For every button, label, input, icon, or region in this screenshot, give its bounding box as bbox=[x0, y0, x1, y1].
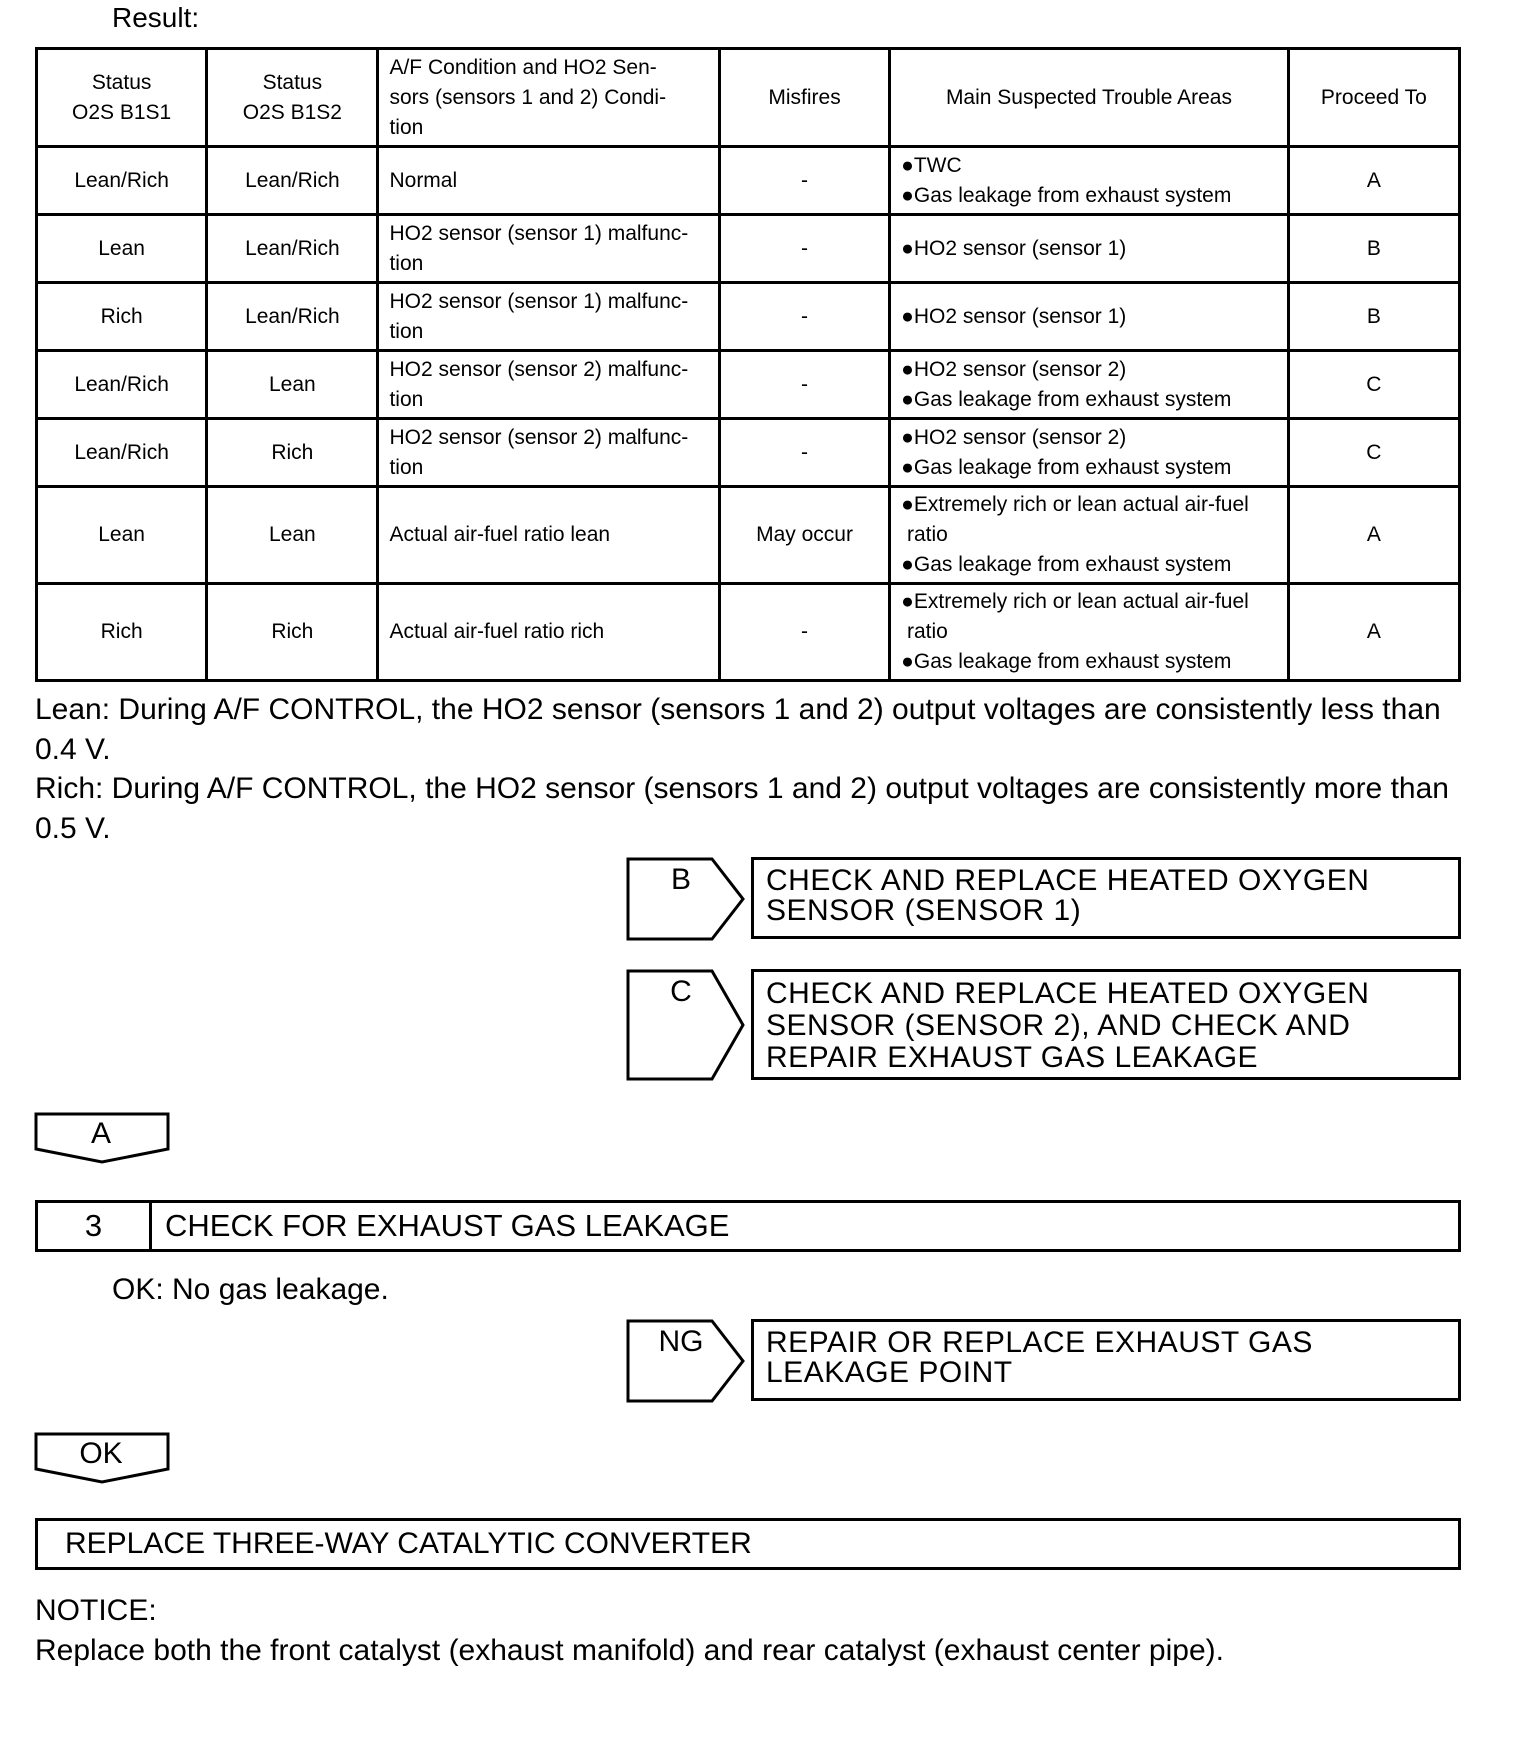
header-status-b1s1: Status O2S B1S1 bbox=[37, 49, 207, 147]
cell-proceed: A bbox=[1288, 147, 1459, 215]
results-table bbox=[35, 47, 1461, 682]
ok-condition: OK: No gas leakage. bbox=[112, 1273, 389, 1306]
cell-b1s2: Lean bbox=[207, 351, 378, 419]
cell-b1s1: Lean/Rich bbox=[37, 419, 207, 487]
tab-a bbox=[34, 1112, 172, 1166]
cell-condition: HO2 sensor (sensor 2) malfunc- tion bbox=[378, 419, 719, 487]
cell-misfires: - bbox=[719, 351, 889, 419]
cell-b1s1: Lean bbox=[37, 487, 207, 584]
final-action-box: REPLACE THREE-WAY CATALYTIC CONVERTER bbox=[35, 1518, 1461, 1570]
notice-text: Replace both the front catalyst (exhaust manifold) and rear catalyst (exhaust center pipe). bbox=[35, 1634, 1224, 1667]
step-title: CHECK FOR EXHAUST GAS LEAKAGE bbox=[165, 1208, 730, 1243]
table-row bbox=[37, 351, 1460, 419]
table-header-row bbox=[37, 49, 1460, 147]
header-proceed-to: Proceed To bbox=[1288, 49, 1459, 147]
cell-proceed: C bbox=[1288, 351, 1459, 419]
cell-proceed: A bbox=[1288, 584, 1459, 681]
notice-label: NOTICE: bbox=[35, 1594, 157, 1627]
branch-ng-label: NG bbox=[658, 1325, 704, 1358]
cell-misfires: May occur bbox=[719, 487, 889, 584]
lean-definition: Lean: During A/F CONTROL, the HO2 sensor (sensors 1 and 2) output voltages are consistently less than 0.4 V. bbox=[35, 693, 1441, 766]
result-label: Result: bbox=[112, 2, 200, 33]
header-trouble-areas: Main Suspected Trouble Areas bbox=[890, 49, 1289, 147]
cell-proceed: A bbox=[1288, 487, 1459, 584]
branch-b-label: B bbox=[670, 863, 691, 896]
branch-ng-action: REPAIR OR REPLACE EXHAUST GAS LEAKAGE POINT bbox=[751, 1319, 1461, 1401]
header-status-b1s2: Status O2S B1S2 bbox=[207, 49, 378, 147]
table-row bbox=[37, 215, 1460, 283]
cell-condition: Normal bbox=[378, 147, 719, 215]
branch-b-action: CHECK AND REPLACE HEATED OXYGEN SENSOR (SENSOR 1) bbox=[751, 857, 1461, 939]
cell-b1s2: Lean bbox=[207, 487, 378, 584]
table-row bbox=[37, 584, 1460, 681]
cell-proceed: B bbox=[1288, 283, 1459, 351]
cell-condition: HO2 sensor (sensor 1) malfunc- tion bbox=[378, 283, 719, 351]
cell-trouble-areas: ●HO2 sensor (sensor 1) bbox=[890, 215, 1289, 283]
cell-trouble-areas: ●TWC ●Gas leakage from exhaust system bbox=[890, 147, 1289, 215]
branch-ng-arrow bbox=[626, 1319, 746, 1403]
branch-b-arrow bbox=[626, 857, 746, 941]
table-row bbox=[37, 283, 1460, 351]
step-number: 3 bbox=[38, 1203, 152, 1249]
cell-trouble-areas: ●HO2 sensor (sensor 2) ●Gas leakage from exhaust system bbox=[890, 351, 1289, 419]
branch-c-label: C bbox=[670, 975, 692, 1008]
cell-condition: HO2 sensor (sensor 1) malfunc- tion bbox=[378, 215, 719, 283]
cell-misfires: - bbox=[719, 215, 889, 283]
cell-condition: Actual air-fuel ratio lean bbox=[378, 487, 719, 584]
cell-misfires: - bbox=[719, 147, 889, 215]
cell-b1s1: Lean bbox=[37, 215, 207, 283]
cell-misfires: - bbox=[719, 584, 889, 681]
cell-proceed: B bbox=[1288, 215, 1459, 283]
cell-b1s1: Lean/Rich bbox=[37, 147, 207, 215]
tab-ok-label: OK bbox=[79, 1437, 123, 1470]
table-row bbox=[37, 487, 1460, 584]
cell-trouble-areas: ●Extremely rich or lean actual air-fuel ratio ●Gas leakage from exhaust system bbox=[890, 487, 1289, 584]
table-row bbox=[37, 147, 1460, 215]
header-af-condition: A/F Condition and HO2 Sen- sors (sensors 1 and 2) Condi- tion bbox=[378, 49, 719, 147]
cell-b1s1: Lean/Rich bbox=[37, 351, 207, 419]
cell-trouble-areas: ●Extremely rich or lean actual air-fuel ratio ●Gas leakage from exhaust system bbox=[890, 584, 1289, 681]
cell-b1s1: Rich bbox=[37, 584, 207, 681]
branch-c-action: CHECK AND REPLACE HEATED OXYGEN SENSOR (SENSOR 2), AND CHECK AND REPAIR EXHAUST GAS LEAKAGE bbox=[751, 969, 1461, 1080]
cell-b1s2: Rich bbox=[207, 419, 378, 487]
tab-ok bbox=[34, 1432, 172, 1486]
cell-b1s2: Lean/Rich bbox=[207, 215, 378, 283]
header-misfires: Misfires bbox=[719, 49, 889, 147]
cell-b1s2: Lean/Rich bbox=[207, 147, 378, 215]
cell-b1s2: Lean/Rich bbox=[207, 283, 378, 351]
tab-a-label: A bbox=[90, 1117, 111, 1150]
cell-trouble-areas: ●HO2 sensor (sensor 2) ●Gas leakage from exhaust system bbox=[890, 419, 1289, 487]
step-3-box bbox=[35, 1200, 1461, 1252]
cell-misfires: - bbox=[719, 283, 889, 351]
cell-misfires: - bbox=[719, 419, 889, 487]
cell-b1s1: Rich bbox=[37, 283, 207, 351]
cell-b1s2: Rich bbox=[207, 584, 378, 681]
cell-condition: Actual air-fuel ratio rich bbox=[378, 584, 719, 681]
rich-definition: Rich: During A/F CONTROL, the HO2 sensor (sensors 1 and 2) output voltages are consistently more than 0.5 V. bbox=[35, 772, 1449, 845]
cell-trouble-areas: ●HO2 sensor (sensor 1) bbox=[890, 283, 1289, 351]
cell-proceed: C bbox=[1288, 419, 1459, 487]
table-row bbox=[37, 419, 1460, 487]
cell-condition: HO2 sensor (sensor 2) malfunc- tion bbox=[378, 351, 719, 419]
notice bbox=[35, 1591, 1465, 1671]
branch-c-arrow bbox=[626, 969, 746, 1081]
